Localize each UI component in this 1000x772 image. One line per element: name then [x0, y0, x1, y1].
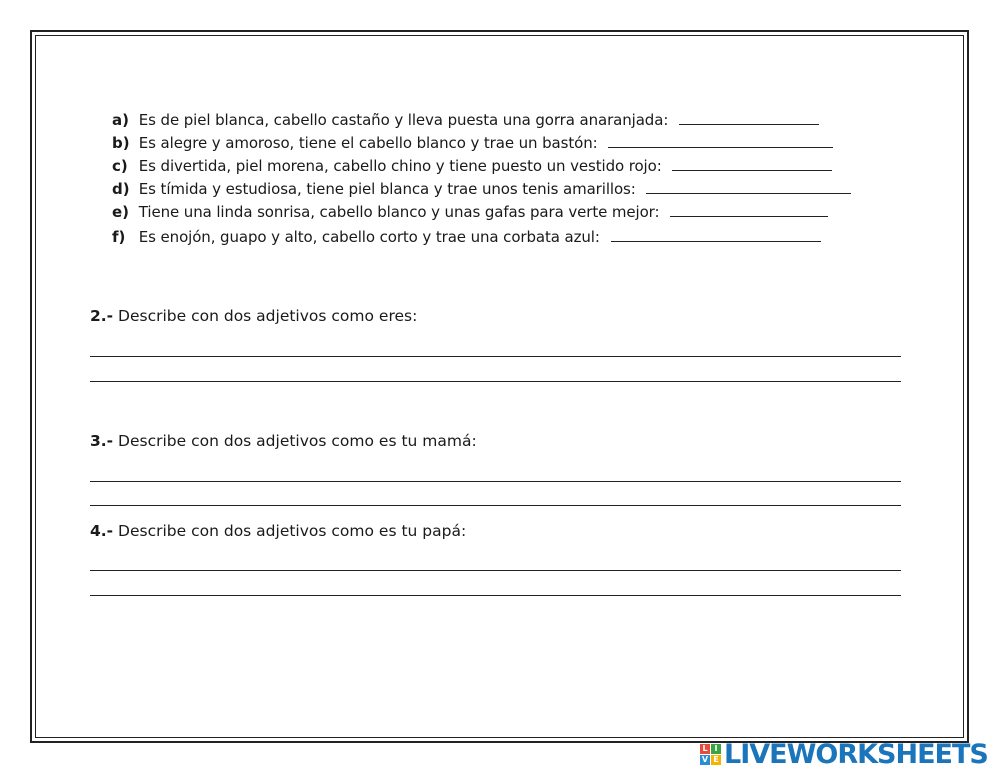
- item-f: [112, 227, 821, 247]
- answer-blank-a[interactable]: [679, 110, 819, 125]
- item-a: [112, 110, 819, 130]
- logo-square: I: [711, 744, 721, 754]
- item-b: [112, 133, 833, 153]
- item-text: Es tímida y estudiosa, tiene piel blanca y trae unos tenis amarillos:: [138, 180, 636, 198]
- logo-text: LIVEWORKSHEETS: [724, 738, 988, 770]
- question-number: 4.-: [90, 522, 114, 540]
- answer-blank-c[interactable]: [672, 156, 832, 171]
- item-d: [112, 179, 851, 199]
- question-text: Describe con dos adjetivos como eres:: [118, 307, 418, 325]
- question-number: 3.-: [90, 432, 114, 450]
- answer-blank-d[interactable]: [646, 179, 851, 194]
- answer-line[interactable]: [90, 481, 901, 482]
- question-2: [90, 306, 417, 326]
- answer-blank-e[interactable]: [670, 202, 828, 217]
- item-label: a): [112, 111, 129, 129]
- question-text: Describe con dos adjetivos como es tu papá:: [118, 522, 467, 540]
- item-text: Tiene una linda sonrisa, cabello blanco y unas gafas para verte mejor:: [138, 203, 660, 221]
- item-label: e): [112, 203, 130, 221]
- answer-blank-f[interactable]: [611, 227, 821, 242]
- item-label: f): [112, 228, 126, 246]
- item-text: Es divertida, piel morena, cabello chino y tiene puesto un vestido rojo:: [138, 157, 662, 175]
- item-text: Es de piel blanca, cabello castaño y lleva puesta una gorra anaranjada:: [138, 111, 669, 129]
- question-text: Describe con dos adjetivos como es tu mamá:: [118, 432, 477, 450]
- answer-line[interactable]: [90, 570, 901, 571]
- question-3: [90, 431, 477, 451]
- item-text: Es alegre y amoroso, tiene el cabello blanco y trae un bastón:: [138, 134, 598, 152]
- answer-line[interactable]: [90, 381, 901, 382]
- item-label: d): [112, 180, 130, 198]
- liveworksheets-logo: [700, 740, 988, 768]
- answer-blank-b[interactable]: [608, 133, 833, 148]
- logo-square: E: [711, 755, 721, 765]
- item-e: [112, 202, 828, 222]
- item-label: c): [112, 157, 128, 175]
- question-4: [90, 521, 466, 541]
- logo-square: L: [700, 744, 710, 754]
- question-number: 2.-: [90, 307, 114, 325]
- item-text: Es enojón, guapo y alto, cabello corto y trae una corbata azul:: [138, 228, 600, 246]
- item-label: b): [112, 134, 130, 152]
- answer-line[interactable]: [90, 356, 901, 357]
- item-c: [112, 156, 832, 176]
- logo-squares-icon: [700, 744, 721, 765]
- logo-square: V: [701, 754, 709, 764]
- answer-line[interactable]: [90, 505, 901, 506]
- answer-line[interactable]: [90, 595, 901, 596]
